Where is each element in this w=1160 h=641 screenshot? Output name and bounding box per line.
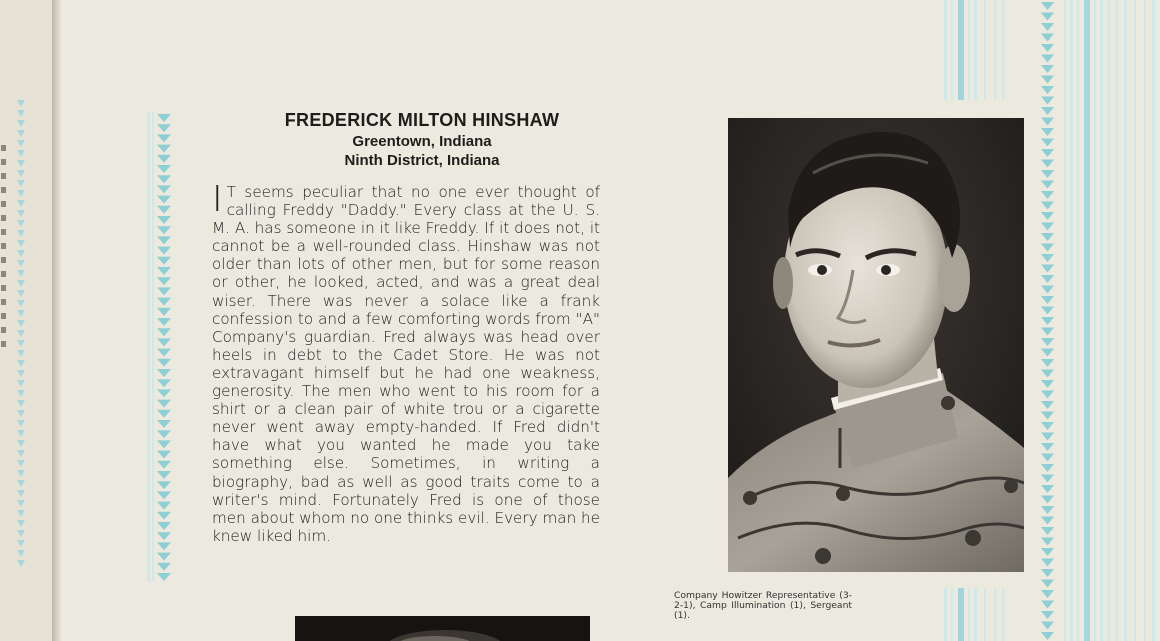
left-page-edge: [0, 0, 56, 641]
biography-body: T seems peculiar that no one ever thought of calling Freddy "Daddy." Every class at the U. S. M. A. has someone in it like Freddy. If it does not, it cannot be a well-rounded class. Hinshaw was not older than lots of other men, but for some reason or other, he looked, acted, and was a great deal wiser. There was never a solace like a frank confession to and a few comforting words from "A" Company's guardian. Fred always was head over heels in debt to the Cadet Store. He was not extravagant himself but he had one weakness, generosity. The men who went to his room for a shirt or a clean pair of white trou or a cigarette never went away empty-handed. If Fred didn't have what you wanted he made you take something else. Sometimes, in writing a biography, bad as well as good traits come to a writer's mind. Fortunately Fred is one of those men about whom no one thinks evil. Every man he knew liked him.: [212, 183, 600, 545]
next-portrait-hair: [295, 616, 590, 641]
activities-caption: Company Howitzer Representative (3-2-1), Camp Illumination (1), Sergeant (1).: [674, 590, 852, 622]
book-spine: [52, 0, 62, 641]
right-page-stripes: [1062, 0, 1160, 641]
biography-text: [212, 179, 600, 545]
drop-cap: I: [212, 179, 223, 220]
appointment-district: Ninth District, Indiana: [344, 152, 500, 169]
next-portrait-photo: [295, 616, 590, 641]
triangle-border-decoration: [147, 112, 175, 582]
entry-heading: [222, 110, 622, 169]
right-triangle-border: [1040, 0, 1056, 641]
portrait-illustration: [728, 118, 1024, 572]
cadet-portrait-photo: [728, 118, 1024, 572]
stripe-decoration-bottom: [944, 588, 1014, 641]
hometown: Greentown, Indiana: [352, 133, 492, 150]
cadet-name: FREDERICK MILTON HINSHAW: [284, 110, 560, 130]
stripe-decoration-top: [944, 0, 1014, 100]
left-page-text-fragments: [0, 145, 8, 355]
left-page-triangle-border: [15, 100, 27, 575]
